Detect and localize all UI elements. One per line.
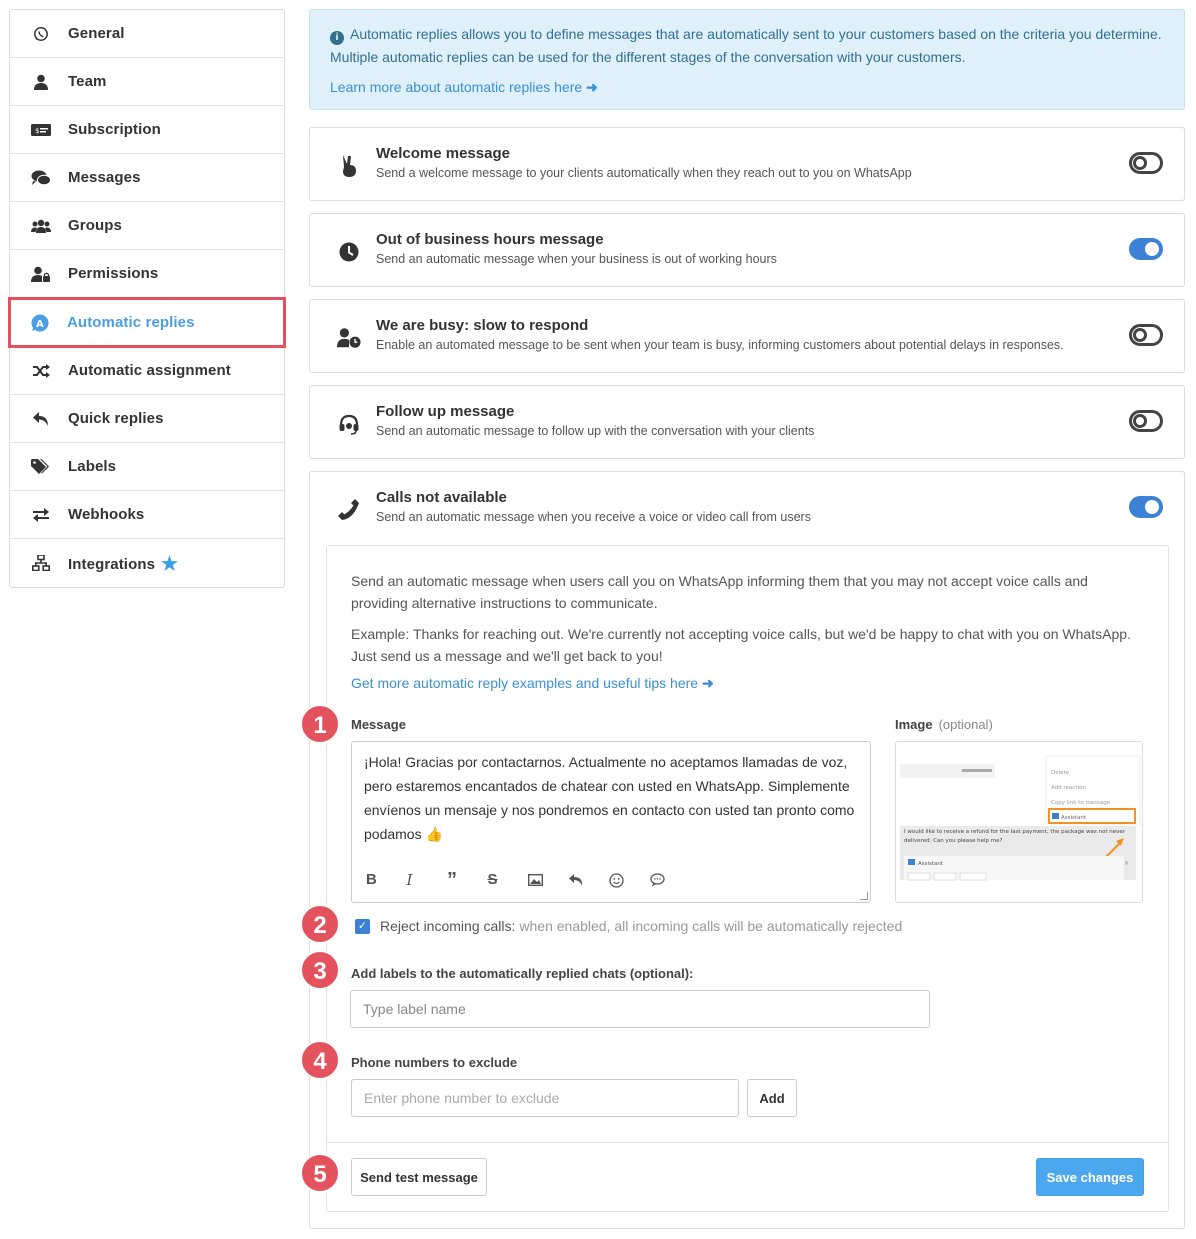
svg-text:$: $ xyxy=(35,126,40,135)
sidebar-item-automatic-replies[interactable] xyxy=(8,297,286,348)
thumb-menu-assistant: Assistant xyxy=(1061,815,1087,821)
user-clock-icon xyxy=(337,326,361,350)
sidebar-item-label: Subscription xyxy=(68,121,161,138)
card-description: Send a welcome message to your clients automatically when they reach out to you on WhatsApp xyxy=(376,166,912,180)
image-label-text: Image xyxy=(895,717,933,732)
reject-calls-hint: when enabled, all incoming calls will be automatically rejected xyxy=(519,918,903,934)
calls-not-available-toggle[interactable] xyxy=(1129,496,1163,518)
sidebar-item-label: Quick replies xyxy=(68,410,164,427)
image-optional: (optional) xyxy=(938,717,993,732)
label-input-placeholder: Type label name xyxy=(363,1001,466,1017)
card-description: Send an automatic message to follow up with the conversation with your clients xyxy=(376,424,815,438)
add-phone-button[interactable] xyxy=(747,1079,797,1117)
image-upload-preview[interactable] xyxy=(895,741,1143,903)
labels-field-label: Add labels to the automatically replied chats (optional): xyxy=(351,966,694,981)
save-changes-button[interactable] xyxy=(1036,1158,1144,1196)
phone-input-placeholder: Enter phone number to exclude xyxy=(364,1090,560,1106)
out-of-hours-toggle[interactable] xyxy=(1129,238,1163,260)
resize-handle[interactable] xyxy=(860,892,868,900)
sidebar-item-labels[interactable] xyxy=(10,443,284,491)
send-test-label: Send test message xyxy=(360,1169,478,1185)
sidebar-item-integrations[interactable] xyxy=(10,539,284,587)
clock-icon xyxy=(337,240,361,264)
sidebar-item-label: Groups xyxy=(68,217,122,234)
sidebar-item-label: General xyxy=(68,25,125,42)
card-description: Send an automatic message when your business is out of working hours xyxy=(376,252,777,266)
calls-description: Send an automatic message when users call you on WhatsApp informing them that you may not accept voice calls and providing alternative instructions to communicate. xyxy=(351,573,1088,611)
phone-icon xyxy=(337,498,361,522)
save-changes-label: Save changes xyxy=(1046,1169,1134,1185)
step-marker-5: 5 xyxy=(300,1153,340,1193)
sidebar-item-groups[interactable] xyxy=(10,202,284,250)
send-test-message-button[interactable] xyxy=(351,1158,487,1196)
step-marker-2: 2 xyxy=(300,904,340,944)
thumb-menu-reaction: Add reaction xyxy=(1051,785,1086,791)
busy-card xyxy=(309,299,1185,373)
learn-more-link-text: Learn more about automatic replies here xyxy=(330,79,583,95)
editor-toolbar xyxy=(364,870,688,890)
exchange-icon xyxy=(30,505,52,525)
card-description: Enable an automated message to be sent when your team is busy, informing customers about potential delays in responses. xyxy=(376,338,1064,352)
card-title: Follow up message xyxy=(376,403,515,420)
add-button-label: Add xyxy=(759,1090,785,1106)
phone-exclude-input[interactable] xyxy=(351,1079,739,1117)
sidebar-item-messages[interactable] xyxy=(10,154,284,202)
card-description: Send an automatic message when you receive a voice or video call from users xyxy=(376,510,811,524)
thumb-menu-copy: Copy link to message xyxy=(1051,800,1111,806)
learn-more-link[interactable] xyxy=(330,76,1164,99)
follow-up-card xyxy=(309,385,1185,459)
info-icon: i xyxy=(330,31,344,45)
thumb-menu-delete: Delete xyxy=(1051,770,1070,776)
emoji-icon[interactable] xyxy=(607,870,648,890)
message-text: ¡Hola! Gracias por contactarnos. Actualmente no aceptamos llamadas de voz, pero estaremos encantados de chatear con usted en WhatsApp. Simplemente envíenos un mensaje y nos pondremos en contacto con usted tan pronto como podamos 👍 xyxy=(364,754,855,842)
card-title: We are busy: slow to respond xyxy=(376,317,589,334)
quote-icon[interactable]: ” xyxy=(447,869,457,891)
tips-link[interactable] xyxy=(351,675,714,692)
sidebar-item-label: Messages xyxy=(68,169,141,186)
italic-icon[interactable]: I xyxy=(406,871,413,889)
robot-icon xyxy=(29,313,51,333)
sidebar-item-team[interactable] xyxy=(10,58,284,106)
whatsapp-icon xyxy=(30,24,52,44)
settings-sidebar xyxy=(9,9,285,588)
star-icon: ★ xyxy=(161,553,179,575)
bold-icon[interactable]: B xyxy=(366,871,377,888)
sidebar-item-webhooks[interactable] xyxy=(10,491,284,539)
step-marker-4: 4 xyxy=(300,1040,340,1080)
tags-icon xyxy=(30,457,52,477)
welcome-message-toggle[interactable] xyxy=(1129,152,1163,174)
footer-divider xyxy=(327,1142,1168,1143)
step-marker-3: 3 xyxy=(300,950,340,990)
sidebar-item-label-text: Integrations xyxy=(68,555,156,573)
busy-toggle[interactable] xyxy=(1129,324,1163,346)
calls-example: Example: Thanks for reaching out. We're currently not accepting voice calls, but we'd be happy to chat with you on WhatsApp. Just send us a message and we'll get back to you! xyxy=(351,626,1131,664)
banner-text: Automatic replies allows you to define messages that are automatically sent to your customers based on the criteria you determine. Multiple automatic replies can be used for the different stages of the conversation with your customers. xyxy=(330,26,1162,65)
welcome-message-card xyxy=(309,127,1185,201)
sidebar-item-automatic-assignment[interactable] xyxy=(10,347,284,395)
hand-peace-icon xyxy=(337,154,361,178)
sidebar-item-quick-replies[interactable] xyxy=(10,395,284,443)
undo-icon[interactable] xyxy=(567,870,608,890)
sidebar-item-label: Labels xyxy=(68,458,117,475)
card-title: Out of business hours message xyxy=(376,231,604,248)
sidebar-item-label xyxy=(68,552,178,575)
reject-calls-label: Reject incoming calls: xyxy=(380,918,516,934)
comment-icon[interactable] xyxy=(648,870,689,890)
sidebar-item-label: Automatic assignment xyxy=(68,362,231,379)
reject-calls-checkbox[interactable]: ✓ xyxy=(355,919,370,934)
arrow-right-icon: ➜ xyxy=(586,79,598,95)
money-icon xyxy=(30,120,52,140)
tips-link-text: Get more automatic reply examples and useful tips here xyxy=(351,675,699,691)
step-marker-1: 1 xyxy=(300,704,340,744)
image-icon[interactable] xyxy=(526,870,567,890)
sidebar-item-label: Permissions xyxy=(68,265,159,282)
users-icon xyxy=(30,216,52,236)
headset-icon xyxy=(337,412,361,436)
sidebar-item-label: Team xyxy=(68,73,107,90)
calls-settings-panel xyxy=(326,545,1169,1212)
calls-not-available-card xyxy=(309,471,1185,1229)
phones-field-label: Phone numbers to exclude xyxy=(351,1055,518,1070)
svg-text:A: A xyxy=(36,318,44,330)
svg-text:×: × xyxy=(1124,860,1130,867)
message-label: Message xyxy=(351,717,406,732)
follow-up-toggle[interactable] xyxy=(1129,410,1163,432)
user-icon xyxy=(30,72,52,92)
user-lock-icon xyxy=(30,264,52,284)
arrow-right-icon: ➜ xyxy=(701,675,714,691)
image-label xyxy=(895,717,993,732)
card-title: Welcome message xyxy=(376,145,510,162)
info-banner xyxy=(309,9,1185,110)
reply-icon xyxy=(30,409,52,429)
card-title: Calls not available xyxy=(376,489,507,506)
thumb-assistant-label: Assistant xyxy=(918,861,944,867)
message-textarea[interactable] xyxy=(351,741,871,903)
sitemap-icon xyxy=(30,553,52,573)
label-input[interactable] xyxy=(350,990,930,1028)
comments-icon xyxy=(30,168,52,188)
shuffle-icon xyxy=(30,361,52,381)
sidebar-item-label: Webhooks xyxy=(68,506,145,523)
sidebar-item-general[interactable] xyxy=(10,10,284,58)
thumb-chat-text: I would like to receive a refund for the last payment, the package was not never delivered. Can you please help me? xyxy=(904,829,1126,844)
strikethrough-icon[interactable]: S xyxy=(487,871,498,888)
sidebar-item-subscription[interactable] xyxy=(10,106,284,154)
sidebar-item-label: Automatic replies xyxy=(67,314,195,331)
reject-calls-row xyxy=(355,918,902,934)
out-of-hours-card xyxy=(309,213,1185,287)
sidebar-item-permissions[interactable] xyxy=(10,250,284,298)
